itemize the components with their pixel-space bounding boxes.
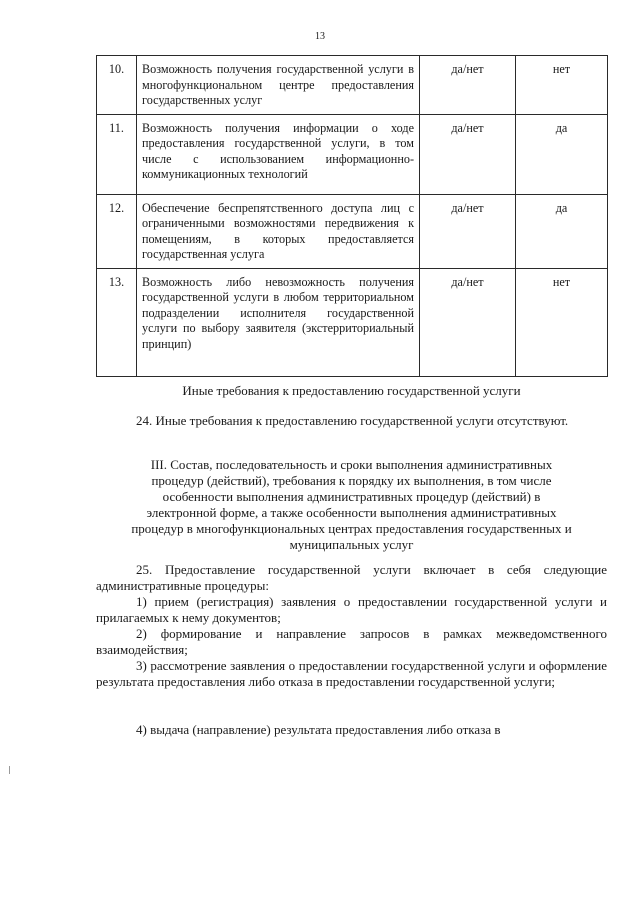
table-row [97,114,608,194]
row-number: 12. [97,194,137,268]
scan-edge-mark [9,766,10,774]
row-description: Возможность получения информации о ходе предоставления государственной услуги, в том числе с использованием информационно-коммуникационных технологий [137,114,420,194]
procedure-item: 2) формирование и направление запросов в рамках межведомственного взаимодействия; [96,626,607,657]
row-value: нет [516,56,608,115]
row-number: 11. [97,114,137,194]
row-description: Возможность получения государственной услуги в многофункциональном центре предоставления государственных услуг [137,56,420,115]
table-row [97,194,608,268]
other-requirements-heading: Иные требования к предоставлению государственной услуги [182,383,521,398]
row-answer-format: да/нет [420,194,516,268]
page-number: 13 [315,31,325,42]
procedure-item: 3) рассмотрение заявления о предоставлении государственной услуги и оформление результата предоставления либо отказа в предоставлении государственной услуги; [96,658,607,689]
row-value: да [516,114,608,194]
row-number: 13. [97,268,137,376]
section-3-heading-line: процедур в многофункциональных центрах предоставления государственных и [131,521,572,536]
section-3-heading-line: процедур (действий), требования к порядку их выполнения, в том числе [151,473,552,488]
section-3-heading-line: муниципальных услуг [289,537,414,552]
row-number: 10. [97,56,137,115]
procedure-item: 1) прием (регистрация) заявления о предоставлении государственной услуги и прилагаемых к нему документов; [96,594,607,625]
section-3-heading [96,457,607,553]
section-3-heading-line: электронной форме, а также особенности выполнения административных [146,505,557,520]
row-value: нет [516,268,608,376]
row-answer-format: да/нет [420,268,516,376]
section-3-heading-line: III. Состав, последовательность и сроки выполнения административных [150,457,553,472]
table-row [97,56,608,115]
row-value: да [516,194,608,268]
row-answer-format: да/нет [420,56,516,115]
row-answer-format: да/нет [420,114,516,194]
row-description: Обеспечение беспрепятственного доступа лиц с ограниченными возможностями передвижения к помещениям, в которых предоставляется государственная услуга [137,194,420,268]
section-3-heading-line: особенности выполнения административных процедур (действий) в [162,489,541,504]
procedure-item: 4) выдача (направление) результата предоставления либо отказа в [136,722,501,737]
table-row [97,268,608,376]
requirements-table [96,55,608,377]
row-description: Возможность либо невозможность получения государственной услуги в любом территориальном подразделении исполнителя государственной услуги по выбору заявителя (экстерриториальный принцип) [137,268,420,376]
paragraph-24: 24. Иные требования к предоставлению государственной услуги отсутствуют. [136,413,569,428]
paragraph-25-intro: 25. Предоставление государственной услуги включает в себя следующие административные процедуры: [96,562,607,593]
